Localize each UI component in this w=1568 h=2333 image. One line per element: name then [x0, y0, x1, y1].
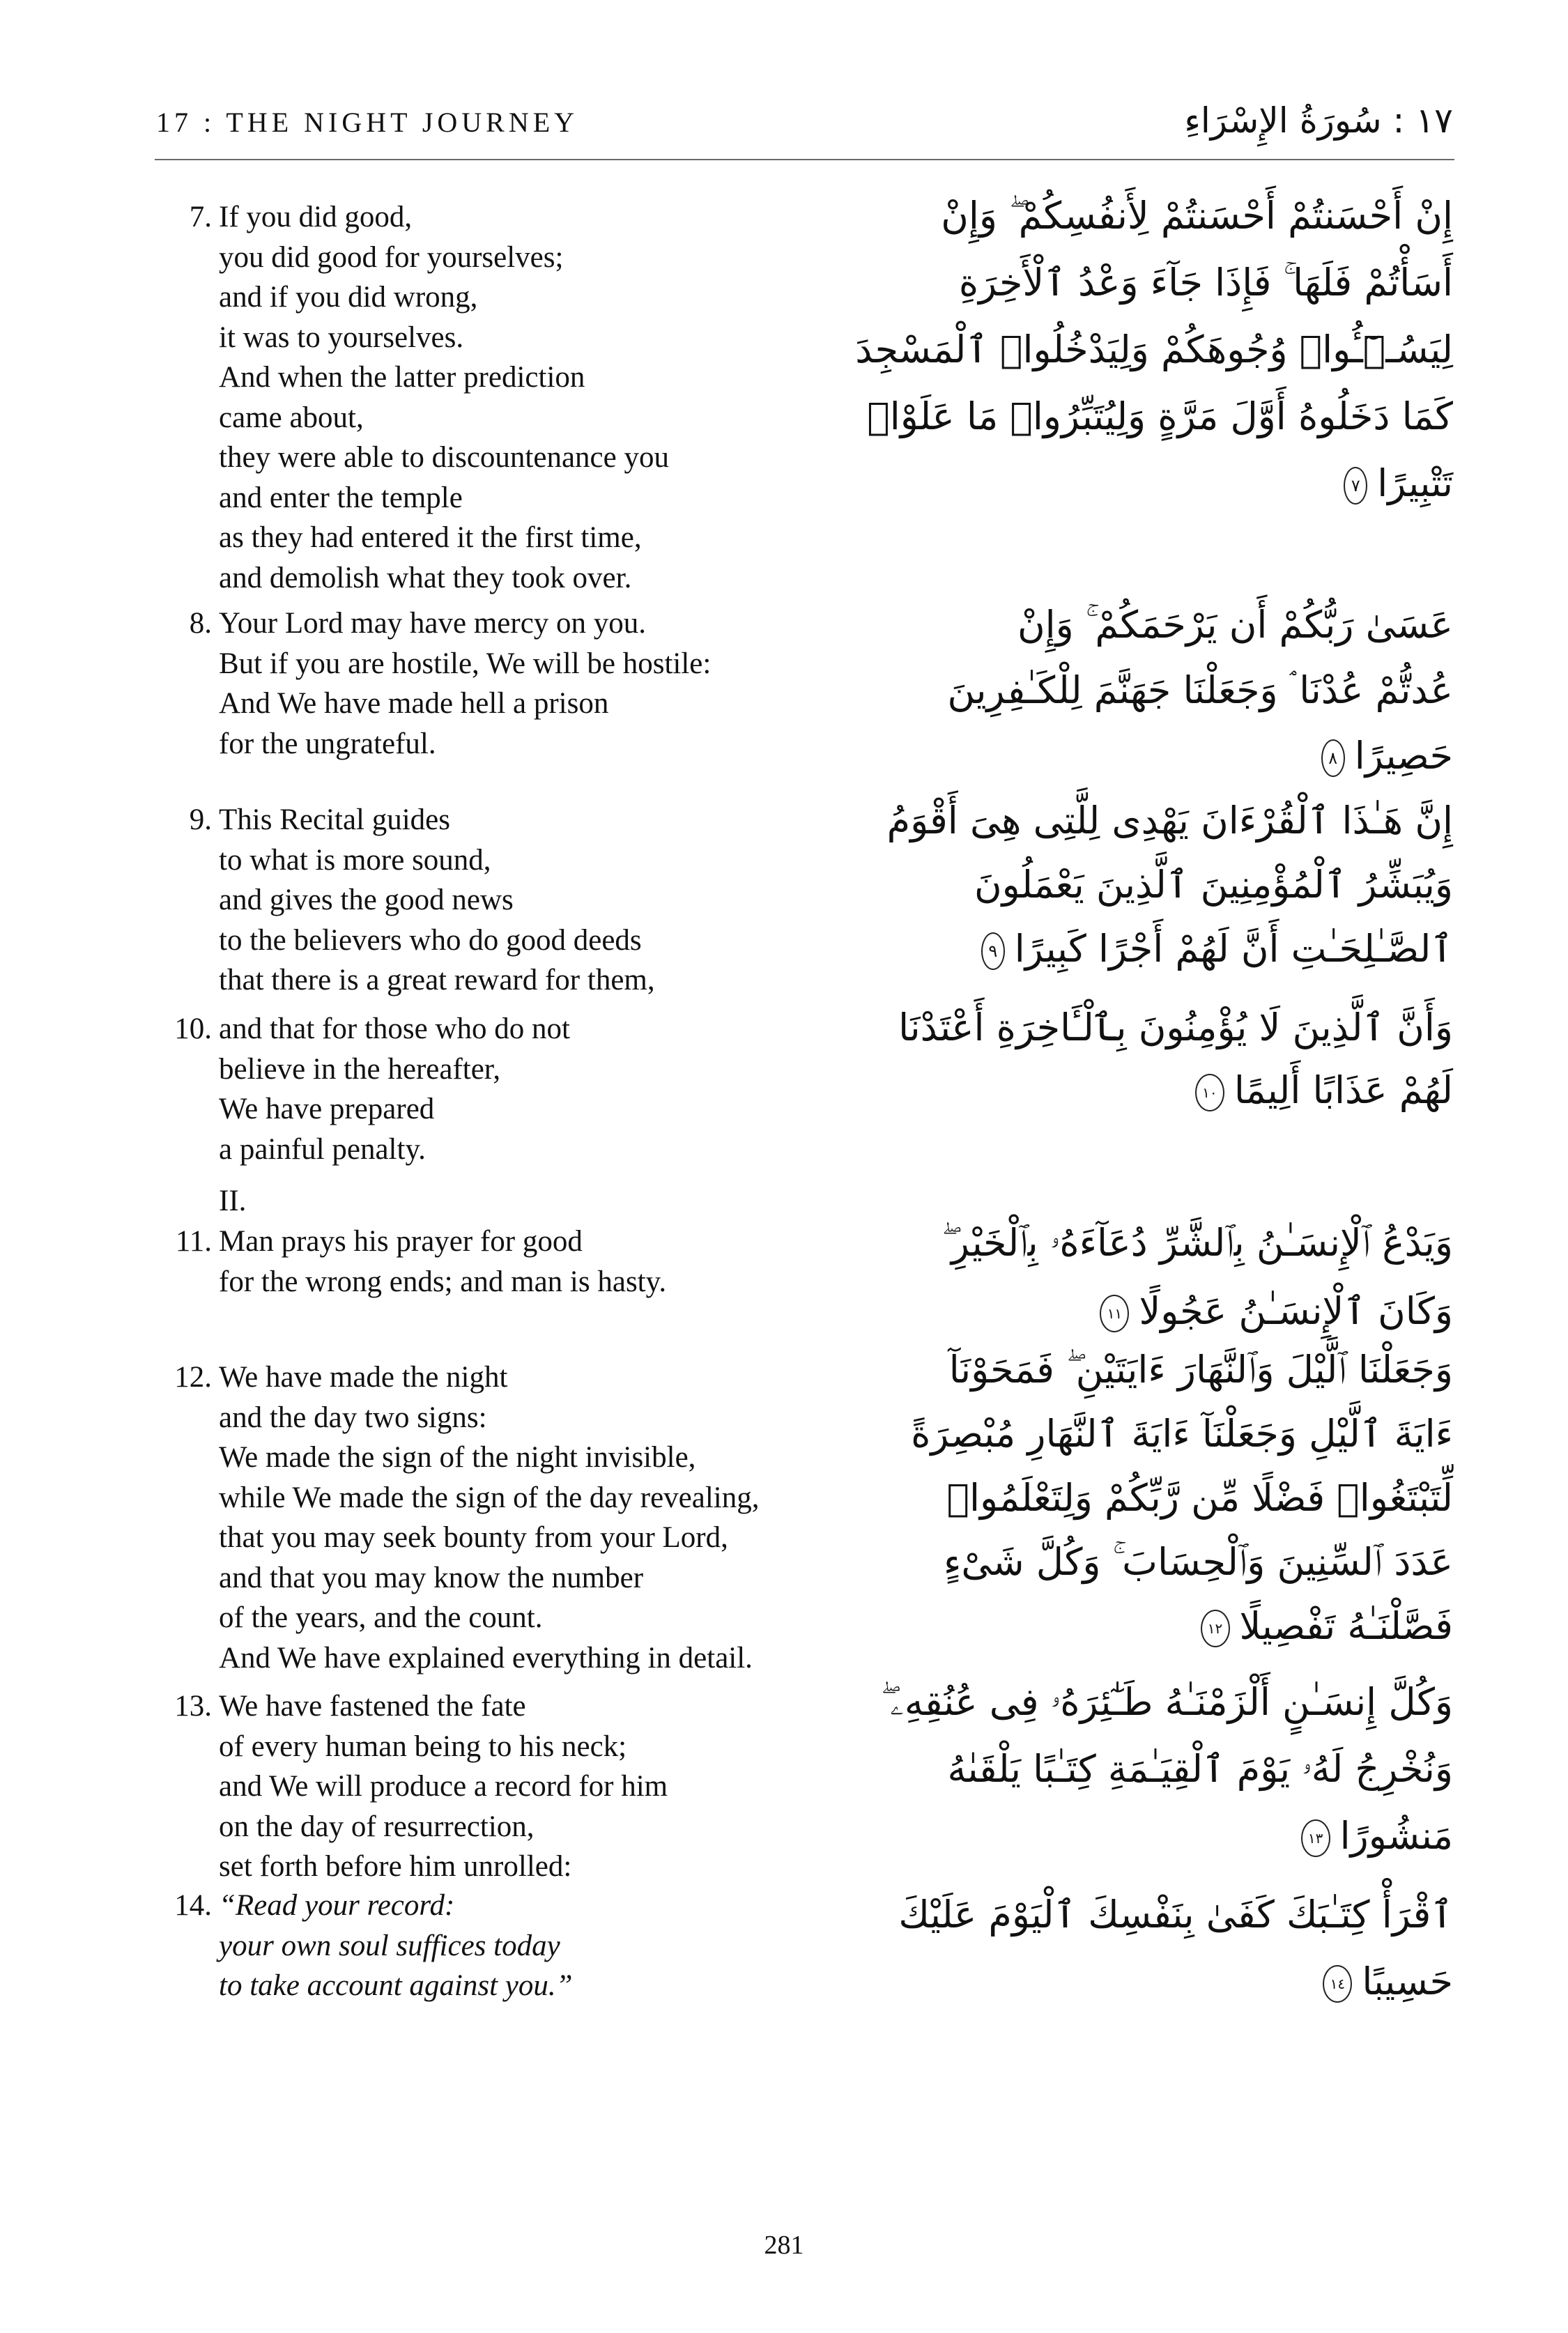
verse-text [219, 1222, 666, 1302]
verse-text [219, 1686, 668, 1887]
verse-line: set forth before him unrolled: [219, 1850, 572, 1883]
verse-line: If you did good, [219, 201, 413, 233]
verse-line: of the years, and the count. [219, 1601, 543, 1634]
verse-line: This Recital guides [219, 803, 450, 836]
arabic-line: ٱقْرَأْ كِتَـٰبَكَ كَفَىٰ بِنَفْسِكَ ٱلْيَوْمَ عَلَيْكَ [898, 1893, 1453, 1937]
verse-line: that you may seek bounty from your Lord, [219, 1521, 728, 1554]
arabic-line: وَنُخْرِجُ لَهُۥ يَوْمَ ٱلْقِيَـٰمَةِ كِتَـٰبًا يَلْقَىٰهُ [947, 1747, 1453, 1791]
ayah-end-marker-icon: ١٣ [1301, 1819, 1330, 1857]
arabic-line-text: حَسِيبًا [1362, 1959, 1453, 2003]
verse-line: while We made the sign of the day revealing, [219, 1481, 760, 1514]
arabic-line: وَجَعَلْنَا ٱلَّيْلَ وَٱلنَّهَارَ ءَايَتَيْنِ ۖ فَمَحَوْنَآ [948, 1348, 1453, 1392]
arabic-line [826, 1948, 1453, 2015]
verse-text [219, 1886, 573, 2006]
arabic-line: أَسَأْتُمْ فَلَهَا ۚ فَإِذَا جَآءَ وَعْدُ ٱلْأَخِرَةِ [958, 261, 1453, 305]
verse-line: and We will produce a record for him [219, 1770, 668, 1803]
arabic-line: وَيَدْعُ ٱلْإِنسَـٰنُ بِٱلشَّرِّ دُعَآءَهُۥ بِٱلْخَيْرِ ۖ [941, 1221, 1453, 1265]
verse-number: 14. [174, 1889, 212, 1922]
arabic-line: وَأَنَّ ٱلَّذِينَ لَا يُؤْمِنُونَ بِٱلْـَٔاخِرَةِ أَعْتَدْنَا [898, 1006, 1453, 1049]
verse-line: came about, [219, 401, 364, 434]
verse-number: 7. [189, 201, 212, 233]
verse-number: 10. [174, 1012, 212, 1045]
verse-line: and demolish what they took over. [219, 561, 632, 594]
verse-line: Your Lord may have mercy on you. [219, 607, 647, 640]
verse-line: We have fastened the fate [219, 1690, 526, 1723]
running-head-arabic: ١٧ : سُورَةُ الإِسْرَاءِ [1184, 100, 1453, 141]
verse-line: that there is a great reward for them, [219, 964, 655, 996]
arabic-line: وَكُلَّ إِنسَـٰنٍ أَلْزَمْنَـٰهُ طَـٰٓئِرَهُۥ فِى عُنُقِهِۦ ۖ [880, 1680, 1453, 1724]
verse-number: 11. [175, 1225, 212, 1258]
verse-line: for the wrong ends; and man is hasty. [219, 1265, 667, 1298]
verse-line: Man prays his prayer for good [219, 1225, 583, 1258]
arabic-line: إِنَّ هَـٰذَا ٱلْقُرْءَانَ يَهْدِى لِلَّتِى هِىَ أَقْوَمُ [886, 799, 1453, 842]
arabic-line: عَسَىٰ رَبُّكُمْ أَن يَرْحَمَكُمْ ۚ وَإِنْ [1017, 603, 1453, 647]
verse-line: to the believers who do good deeds [219, 923, 642, 957]
verse-line: and that for those who do not [219, 1012, 570, 1045]
verse-line: and that you may know the number [219, 1561, 644, 1594]
verse-number: 8. [189, 607, 212, 640]
verse-text [219, 1357, 759, 1678]
arabic-line: إِنْ أَحْسَنتُمْ أَحْسَنتُمْ لِأَنفُسِكُمْ ۖ وَإِنْ [941, 194, 1453, 238]
verse-line: for the ungrateful. [219, 727, 436, 760]
verse-arabic-7 [826, 183, 1453, 517]
ayah-end-marker-icon: ٩ [981, 932, 1005, 970]
ayah-end-marker-icon: ٨ [1321, 739, 1345, 777]
page-number: 281 [764, 2231, 804, 2260]
arabic-line: عَدَدَ ٱلسِّنِينَ وَٱلْحِسَابَ ۚ وَكُلَّ شَىْءٍ [943, 1540, 1453, 1584]
verse-arabic-13 [826, 1669, 1453, 1870]
arabic-line-text: فَصَّلْنَـٰهُ تَفْصِيلًا [1239, 1604, 1453, 1648]
arabic-line [826, 723, 1453, 789]
arabic-line-text: تَتْبِيرًا [1377, 461, 1453, 505]
verse-line: a painful penalty. [219, 1132, 426, 1166]
arabic-line [826, 1803, 1453, 1870]
verse-line: to what is more sound, [219, 843, 491, 877]
verse-line: they were able to discountenance you [219, 441, 669, 474]
verse-arabic-11 [826, 1209, 1453, 1346]
verse-text [219, 603, 711, 764]
verse-number: 12. [174, 1361, 212, 1394]
verse-line: your own soul suffices today [219, 1929, 560, 1962]
arabic-line-text: مَنشُورًا [1339, 1814, 1453, 1858]
ayah-end-marker-icon: ٧ [1344, 467, 1367, 505]
verse-line: But if you are hostile, We will be hostile: [219, 647, 712, 680]
verse-arabic-10 [826, 996, 1453, 1122]
verse-number: 9. [189, 803, 212, 836]
verse-line: and enter the temple [219, 481, 463, 514]
arabic-line: ءَايَةَ ٱلَّيْلِ وَجَعَلْنَآ ءَايَةَ ٱلنَّهَارِ مُبْصِرَةً [911, 1412, 1453, 1456]
verse-line: And We have made hell a prison [219, 687, 609, 720]
verse-line: and gives the good news [219, 884, 514, 916]
verse-arabic-12 [826, 1338, 1453, 1658]
arabic-line: وَيُبَشِّرُ ٱلْمُؤْمِنِينَ ٱلَّذِينَ يَعْمَلُونَ [974, 863, 1453, 907]
section-marker: II. [219, 1185, 247, 1217]
arabic-line: كَمَا دَخَلُوهُ أَوَّلَ مَرَّةٍ وَلِيُتَبِّرُوا۟ مَا عَلَوْا۟ [867, 394, 1453, 438]
arabic-line: لِّتَبْتَغُوا۟ فَضْلًا مِّن رَّبِّكُمْ وَلِتَعْلَمُوا۟ [946, 1476, 1453, 1520]
verse-line: of every human being to his neck; [219, 1730, 627, 1763]
verse-arabic-14 [826, 1881, 1453, 2015]
verse-line: and the day two signs: [219, 1401, 487, 1434]
verse-line: “Read your record: [219, 1889, 455, 1922]
arabic-line: عُدتُّمْ عُدْنَا ۘ وَجَعَلْنَا جَهَنَّمَ لِلْكَـٰفِرِينَ [947, 668, 1453, 712]
arabic-line [826, 1594, 1453, 1658]
verse-line: And when the latter prediction [219, 361, 585, 394]
verse-arabic-9 [826, 789, 1453, 981]
verse-line: it was to yourselves. [219, 321, 464, 354]
verse-line: as they had entered it the first time, [219, 521, 642, 554]
arabic-line-text: حَصِيرًا [1354, 734, 1453, 778]
verse-arabic-8 [826, 592, 1453, 789]
verse-text [219, 800, 655, 1001]
verse-line: on the day of resurrection, [219, 1810, 535, 1843]
arabic-line-text: ٱلصَّـٰلِحَـٰتِ أَنَّ لَهُمْ أَجْرًا كَبِيرًا [1014, 927, 1453, 971]
verse-line: We made the sign of the night invisible, [219, 1441, 696, 1474]
header-rule [155, 159, 1454, 160]
verse-line: you did good for yourselves; [219, 240, 564, 274]
verse-line: And We have explained everything in detail. [219, 1641, 753, 1674]
verse-line: to take account against you.” [219, 1969, 573, 2002]
arabic-line-text: وَكَانَ ٱلْإِنسَـٰنُ عَجُولًا [1139, 1289, 1453, 1333]
verse-text [219, 197, 669, 598]
verse-number: 13. [174, 1690, 212, 1723]
ayah-end-marker-icon: ١١ [1100, 1295, 1129, 1332]
arabic-line [826, 450, 1453, 517]
running-head-english: 17 : THE NIGHT JOURNEY [156, 107, 579, 138]
ayah-end-marker-icon: ١٢ [1201, 1610, 1230, 1647]
arabic-line [826, 1277, 1453, 1346]
arabic-line [826, 917, 1453, 981]
verse-line: We have prepared [219, 1093, 435, 1125]
verse-line: We have made the night [219, 1361, 508, 1394]
ayah-end-marker-icon: ١٠ [1195, 1074, 1224, 1111]
arabic-line: لِيَسُـۥٓـُٔوا۟ وُجُوهَكُمْ وَلِيَدْخُلُوا۟ ٱلْمَسْجِدَ [855, 328, 1453, 371]
verse-text [219, 1009, 570, 1169]
arabic-line [826, 1059, 1453, 1122]
ayah-end-marker-icon: ١٤ [1323, 1965, 1352, 2003]
arabic-line-text: لَهُمْ عَذَابًا أَلِيمًا [1233, 1068, 1453, 1112]
verse-line: and if you did wrong, [219, 281, 478, 314]
verse-line: believe in the hereafter, [219, 1052, 501, 1086]
